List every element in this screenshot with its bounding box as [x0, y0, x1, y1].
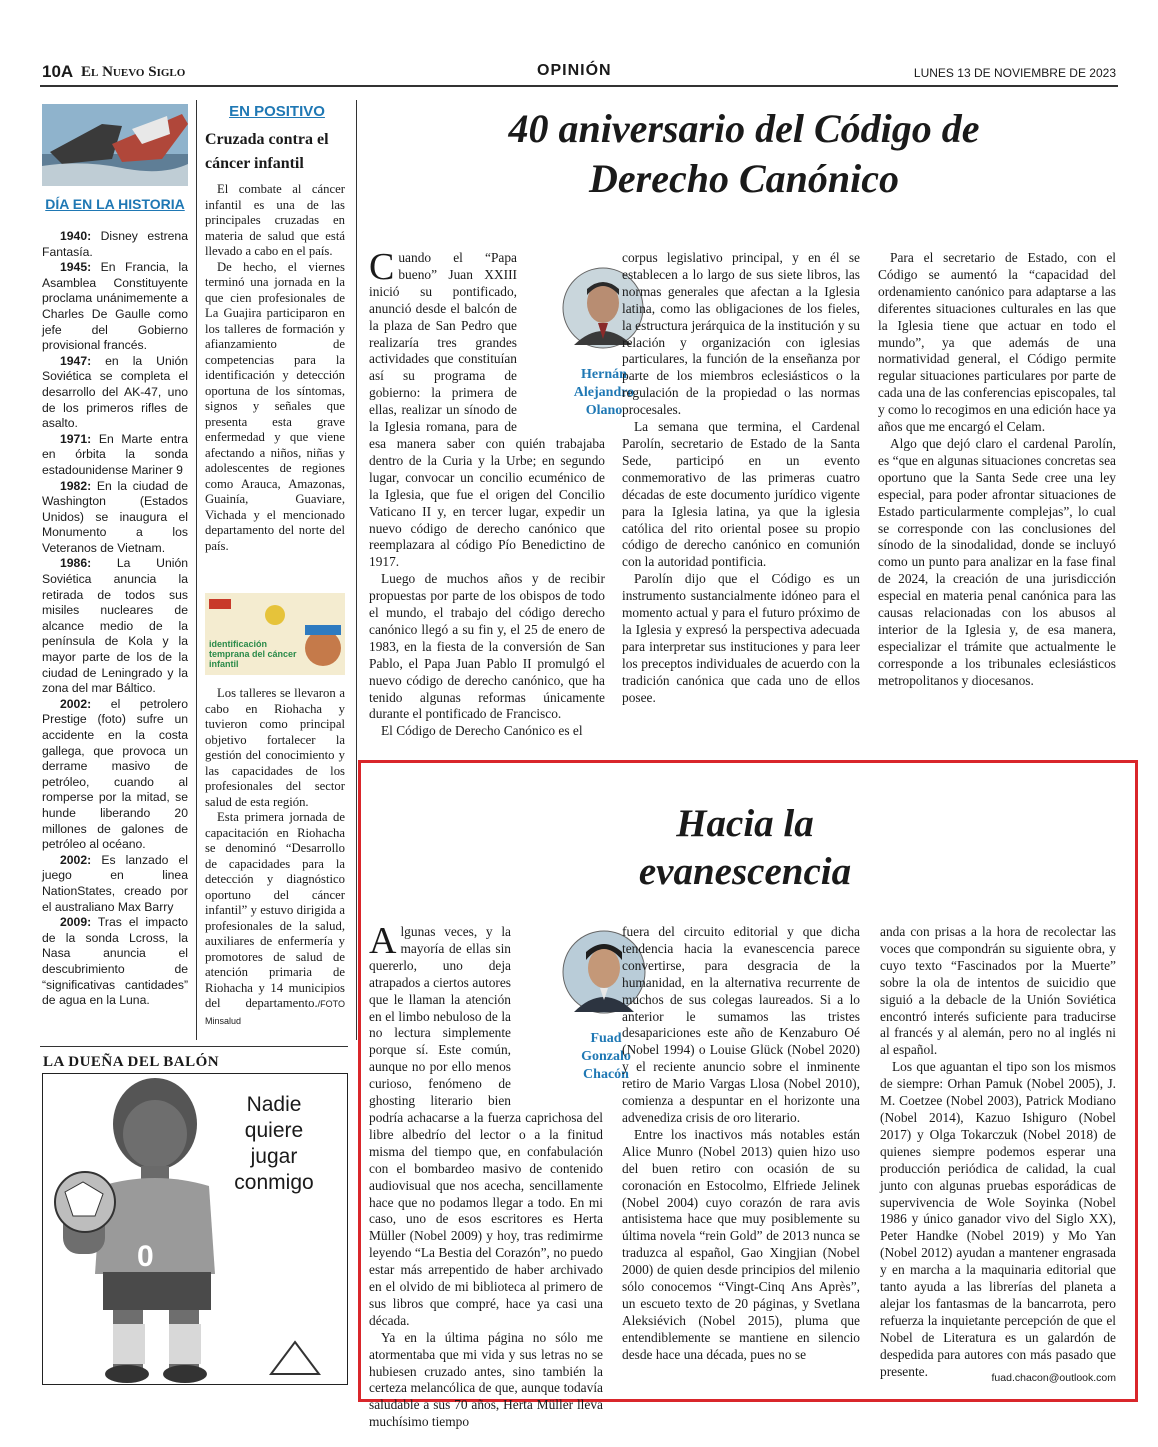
article1-paragraph: Para el secretario de Estado, con el Código se aumentó la “capacidad del ordenamiento canónico para adaptarse a las diferentes situaciones culturales en las que la Iglesia tiene que actuar en todo el mundo”, ya que además de una normatividad general, el Código permite regular situaciones particulares por parte de cada una de las conferencias episcopales, tal y como lo recogimos en una edición hace ya años que me encargó el Celam. — [878, 250, 1116, 435]
history-year: 2002: — [60, 852, 92, 867]
speech-bubble-text: Nadie quiere jugar conmigo — [234, 1093, 314, 1194]
header-rule — [40, 85, 1118, 87]
issue-date: LUNES 13 DE NOVIEMBRE DE 2023 — [913, 66, 1116, 80]
history-text: La Unión Soviética anuncia la retirada de todos sus misiles nucleares de alcance medio de la península de Kola y la mayor parte de los de la ciudad de Leningrado y la zona del mar Báltico. — [42, 556, 188, 696]
history-entry — [42, 915, 188, 1009]
article2-paragraph: Ya en la última página no sólo me atormentaba que mi vida y sus letras no se hubiesen cruzado antes, sino también la certeza melancólica de que, aunque todavía saludable a sus 70 años, Herta Müller lleva muchísimo tiempo — [369, 1329, 603, 1430]
article2-column-2 — [622, 924, 860, 1364]
history-text: en la Unión Soviética se completa el desarrollo del AK-47, uno de los primeros rifles de asalto. — [42, 353, 188, 431]
newspaper-name: El Nuevo Siglo — [81, 64, 186, 80]
history-year: 1947: — [60, 353, 92, 368]
column-rule — [356, 100, 357, 1040]
history-year: 1940: — [60, 229, 92, 243]
history-year: 2002: — [60, 696, 92, 711]
positivo-paragraph: El combate al cáncer infantil es una de las principales cruzadas en materia de salud que está llevado a cabo en el país. — [205, 182, 345, 258]
article2-paragraph: Entre los inactivos más notables están Alice Munro (Nobel 2013) quien hizo uso del buen retiro con ocasión de su coronación en Estocolmo, Elfriede Jelinek (Nobel 2004) cuyo corazón de rara avis antisistema hace que muy posiblemente su última novela “rein Gold” de 2013 nunca se traduzca al español, Gao Xingjian (Nobel 2000) de quien desde principios del milenio sólo conocemos “Vingt-Cinq Ans Après”, un escueto texto de 20 páginas, y Svetlana Aleksiévich (Nobel 2015), pluma que entendiblemente se mantiene en silencio desde hace una década, pues no se — [622, 1126, 860, 1362]
article1-paragraph: uando el “Papa bueno” Juan XXIII inició su pontificado, anunció desde el balcón de la plaza de San Pedro que realizaría tres grandes actividades que constituían así su programa de gobierno: la primera de ellas, realizar un sínodo de la Iglesia romana, para de esa manera saber con quién trabajaba dentro de la Curia y la Urbe; en segundo lugar, convocar un concilio ecuménico de la Iglesia, que fue el origen del Concilio Vaticano II y, en tercer lugar, expedir un nuevo código de derecho canónico que reemplazara al código Pío Benedictino de 1917. — [369, 250, 605, 570]
article1-paragraph: Parolín dijo que el Código es un instrumento sustancialmente idóneo para el momento actual y para el futuro próximo de la Iglesia y expresó la perspectiva adecuada para interpretar sus instituciones y para leer los preceptos individuales de acuerdo con la tradición canónica que cada uno de ellos posee. — [622, 571, 860, 705]
article2-column-3 — [880, 924, 1116, 1380]
article1-paragraph: El Código de Derecho Canónico es el — [381, 723, 583, 739]
positivo-body-bottom — [205, 686, 345, 1029]
positivo-paragraph: Esta primera jornada de capacitación en Riohacha se denominó “Desarrollo de capacidades para la detección y diagnóstico oportuno del cáncer infantil” y estuvo dirigida a profesionales de la salud, auxiliares de enfermería y promotores de salud de atención primaria de Riohacha y 14 municipios del departamento. — [205, 810, 345, 1010]
article2-title-line: evanescencia — [638, 850, 852, 893]
article1-paragraph: Algo que dejó claro el cardenal Parolín, es “que en algunas situaciones concretas sea oportuno que la Santa Sede cree una ley especial, para poder afrontar situaciones de Estado particularmente complejas”, lo cual se corresponde con las conclusiones del sínodo de la sinodalidad, donde se incluyó como un punto para analizar en la fase final de 2024, la creación de una jurisdicción especial en materia penal canónica para las causas relacionadas con los abusos al interior de la Iglesia y, de esa manera, especializar el trámite que actualmente le corresponde a los tribunales eclesiásticos metropolitanos y diocesanos. — [878, 435, 1116, 688]
history-text: En la ciudad de Washington (Estados Unidos) se inaugura el Monumento a los Veteranos de Vietnam. — [42, 478, 188, 555]
cartoon-rule — [40, 1046, 348, 1047]
photo-credit: /FOTO Minsalud — [205, 999, 345, 1026]
article2-column-1 — [369, 920, 603, 1431]
article1-title-line: Derecho Canónico — [589, 156, 899, 201]
history-text: Tras el impacto de la sonda Lcross, la Nasa anuncia el descubrimiento de “significativas cantidades” de agua en la Luna. — [42, 915, 188, 1008]
article2-paragraph: fuera del circuito editorial y que dicha tendencia hacia la evanescencia parece convertirse, para desgracia de la humanidad, en la alternativa recurrente de muchos de sus colegas laureados. Si a lo anterior le sumamos las tristes desapariciones este año de Kenzaburo Oé (Nobel 1994) o Louise Glück (Nobel 2020) y el reciente anuncio sobre el inminente retiro de Mario Vargas Llosa (Nobel 2010), comienza a despuntar en el horizonte una advenediza crisis de oro literario. — [622, 924, 860, 1125]
history-entry — [42, 697, 188, 853]
history-entry — [42, 229, 188, 260]
article2-dropcap: A — [369, 920, 397, 962]
cartoon-panel — [42, 1073, 348, 1385]
article1-column-2 — [622, 250, 860, 706]
page-number: 10A — [42, 62, 74, 81]
positivo-label: EN POSITIVO — [229, 103, 325, 120]
jersey-number: 0 — [137, 1240, 154, 1273]
article1-column-3 — [878, 250, 1116, 690]
article2-paragraph: Los que aguantan el tipo son los mismos de siempre: Orhan Pamuk (Nobel 2005), J. M. Coetzee (Nobel 2003), Patrick Modiano (Nobel 2014), Kazuo Ishiguro (Nobel 2017) y Olga Tokarczuk (Nobel 2018) de quienes siempre podemos esperar una producción periódica de calidad, la cual junto con algunas pruebas esporádicas de supervivencia de Wole Soyinka (Nobel 1986 y único ganador vivo del Siglo XX), Peter Handke (Nobel 2019) y Mo Yan (Nobel 2012) ayudan a mantener engrasada y en marcha a la maquinaria editorial que tanto ayuda a las librerías del planeta a alejar los fantasmas de la bancarrota, pero refuerza la inquietante percepción de que el Nobel de Literatura es un galardón de despedida para autores con más pasado que presente. — [880, 1059, 1116, 1379]
positivo-paragraph: Los talleres se llevaron a cabo en Riohacha y tuvieron como principal objetivo fortalecer la gestión del conocimiento y las capacidades de los profesionales del sector salud de esta región. — [205, 686, 345, 809]
positivo-paragraph: De hecho, el viernes terminó una jornada en la que cien profesionales de La Guajira participaron en los talleres de formación y afianzamiento de competencias para la identificación y detección oportuna de los síntomas, signos y señales que presenta esta grave enfermedad y que viene afectando a niños, niñas y adolescentes de regiones como Arauca, Amazonas, Guainía, Guaviare, Vichada y el mencionado departamento del norte del país. — [205, 259, 345, 553]
history-text: el petrolero Prestige (foto) sufre un accidente en la costa gallega, que provoca un derrame masivo de petróleo, cuando al romperse por la mitad, se hunde liberando 20 millones de galones de petróleo al océano. — [42, 696, 188, 852]
article2-title — [370, 800, 1120, 896]
author2-name: Fuad Gonzalo Chacón — [581, 1031, 631, 1082]
history-text: Disney estrena Fantasía. — [42, 229, 188, 259]
history-year: 1982: — [60, 478, 92, 493]
article1-title — [370, 104, 1118, 204]
article1-paragraph: corpus legislativo principal, y en él se establecen a lo largo de sus siete libros, las normas generales que afectan a la Iglesia latina, como las obligaciones de los fieles, la estructura jerárquica de la institución y su relación y organización con iglesias particulares, la función de la enseñanza por parte de los miembros eclesiásticos o la regulación de la propiedad o las normas procesales. — [622, 250, 860, 418]
column-rule — [196, 100, 197, 1040]
author2-email: fuad.chacon@outlook.com — [991, 1372, 1116, 1384]
prestige-photo — [42, 104, 188, 186]
history-heading: DÍA EN LA HISTORIA — [45, 196, 185, 212]
cartoon-title: LA DUEÑA DEL BALÓN — [43, 1054, 220, 1070]
article2-title-line: Hacia la — [676, 802, 814, 845]
article1-title-line: 40 aniversario del Código de — [508, 106, 980, 151]
article1-paragraph: La semana que termina, el Cardenal Parolín, secretario de Estado de la Santa Sede, participó en un evento conmemorativo de las primeras cuatro décadas de este documento jurídico vigente para la Iglesia latina, ya que la iglesia católica del rito oriental posee su propio código de derecho canónico en comunión con la autoridad pontificia. — [622, 419, 860, 570]
poster-text: identificación temprana del cáncer infantil — [209, 639, 297, 669]
history-text: En Francia, la Asamblea Constituyente proclama unánimemente a Charles De Gaulle como jefe del Gobierno provisional francés. — [42, 260, 188, 353]
article1-dropcap: C — [369, 246, 395, 288]
positivo-body-top — [205, 182, 345, 554]
history-entry — [42, 260, 188, 354]
history-entry — [42, 853, 188, 915]
history-year: 1945: — [60, 260, 92, 275]
history-entry — [42, 432, 188, 479]
positivo-title: Cruzada contra el cáncer infantil — [205, 131, 329, 172]
history-year: 1986: — [60, 556, 92, 571]
history-entry — [42, 556, 188, 696]
article2-paragraph: lgunas veces, y la mayoría de ellas sin quererlo, uno deja atrapados a ciertos autores que le llaman la atención en el limbo nebuloso de la no lectura simplemente porque sí. Este común, aunque no por ello menos curioso, fenómeno de ghosting literario bien podría achacarse a la fuerza caprichosa del libre albedrío del lector o a la finitud misma del tiempo que, en confabulación con el bombardeo masivo de contenido audiovisual que nos acecha, sencillamente hace que no podamos llegar a todo. En mi caso, uno de esos escritores es Herta Müller (Nobel 2009) y hoy, tras redimirme leyendo “La Bestia del Corazón”, no puedo estar más arrepentido de haber archivado en el olvido de mi biblioteca al primero de sus libros que compré, hace ya casi una década. — [369, 924, 603, 1328]
author1-name: Hernán Alejandro Olano — [573, 367, 635, 418]
article1-paragraph: Luego de muchos años y de recibir propuestas por parte de los obispos de todo el mundo, el trabajo del código derecho canónico llegó a su fin y, el 25 de enero de 1983, en la fiesta de la conversión de San Pablo, el Papa Juan Pablo II promulgó el nuevo código de derecho canónico, que ha tenido algunas reformas únicamente durante el pontificado de Francisco. — [369, 571, 605, 722]
campaign-poster-image — [205, 593, 345, 675]
history-text: En Marte entra en órbita la sonda estadounidense Mariner 9 — [42, 431, 188, 477]
history-year: 2009: — [60, 915, 92, 930]
article2-paragraph: anda con prisas a la hora de recolectar las voces que compondrán su siguiente obra, y cuyo texto “Fascinados por la Muerte” sobre la ola de intentos de suicidio que siguió a la debacle de la Unión Soviética encontró interés suficiente para traducirse al francés y al alemán, pero no al inglés ni al español. — [880, 924, 1116, 1058]
history-list — [42, 229, 188, 1009]
history-entry — [42, 479, 188, 557]
history-entry — [42, 354, 188, 432]
article1-column-1 — [369, 246, 605, 740]
section-title: OPINIÓN — [537, 62, 612, 79]
history-year: 1971: — [60, 431, 92, 446]
history-text: Es lanzado el juego en linea NationStates, creado por el australiano Max Barry — [42, 852, 188, 914]
